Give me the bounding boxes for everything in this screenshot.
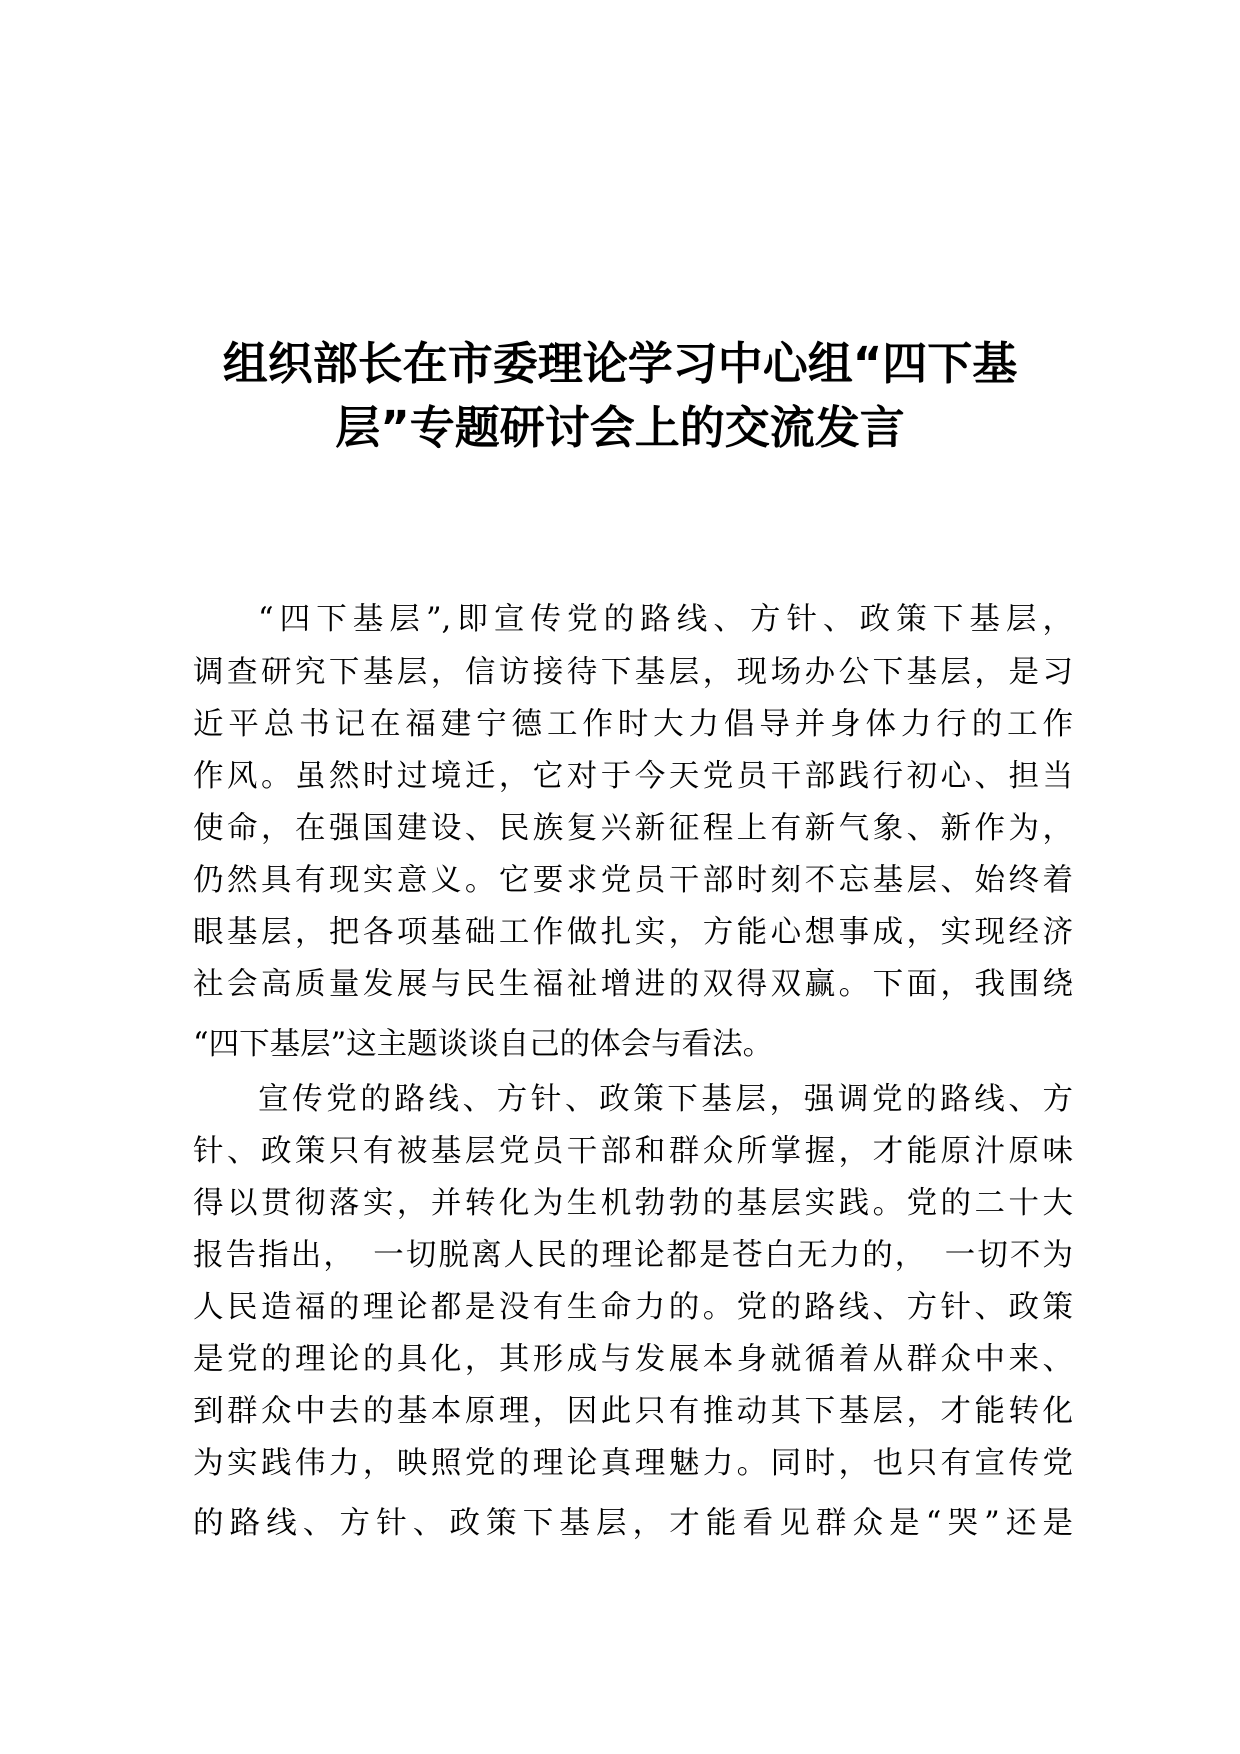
body-line: “四下基层”,即宣传党的路线、方针、政策下基层， — [258, 602, 1073, 637]
body-line: 调查研究下基层，信访接待下基层，现场办公下基层，是习 — [193, 655, 1073, 690]
body-line: 是党的理论的具化，其形成与发展本身就循着从群众中来、 — [193, 1342, 1073, 1377]
body-line: 人民造福的理论都是没有生命力的。党的路线、方针、政策 — [193, 1290, 1073, 1325]
document-title-line-1: 组织部长在市委理论学习中心组“四下基 — [222, 337, 1018, 390]
body-line: 报告指出， 一切脱离人民的理论都是苍白无力的， 一切不为 — [193, 1238, 1073, 1273]
body-line: 使命，在强国建设、民族复兴新征程上有新气象、新作为， — [193, 811, 1073, 846]
body-line: 仍然具有现实意义。它要求党员干部时刻不忘基层、始终着 — [193, 863, 1073, 898]
body-line: 的路线、方针、政策下基层，才能看见群众是“哭”还是 — [193, 1506, 1073, 1541]
body-line: 为实践伟力，映照党的理论真理魅力。同时，也只有宣传党 — [193, 1446, 1073, 1481]
body-line: 得以贯彻落实，并转化为生机勃勃的基层实践。党的二十大 — [193, 1186, 1073, 1221]
document-title-line-2: 层”专题研讨会上的交流发言 — [335, 401, 905, 454]
body-line: 社会高质量发展与民生福祉增进的双得双赢。下面，我围绕 — [193, 967, 1073, 1002]
body-line: 针、政策只有被基层党员干部和群众所掌握，才能原汁原味 — [193, 1134, 1073, 1169]
body-line: “四下基层”这主题谈谈自己的体会与看法。 — [193, 1027, 774, 1062]
body-line: 眼基层，把各项基础工作做扎实，方能心想事成，实现经济 — [193, 915, 1073, 950]
body-line: 宣传党的路线、方针、政策下基层，强调党的路线、方 — [258, 1082, 1073, 1117]
body-line: 作风。虽然时过境迁，它对于今天党员干部践行初心、担当 — [193, 759, 1073, 794]
body-line: 到群众中去的基本原理，因此只有推动其下基层，才能转化 — [193, 1394, 1073, 1429]
body-line: 近平总书记在福建宁德工作时大力倡导并身体力行的工作 — [193, 707, 1073, 742]
